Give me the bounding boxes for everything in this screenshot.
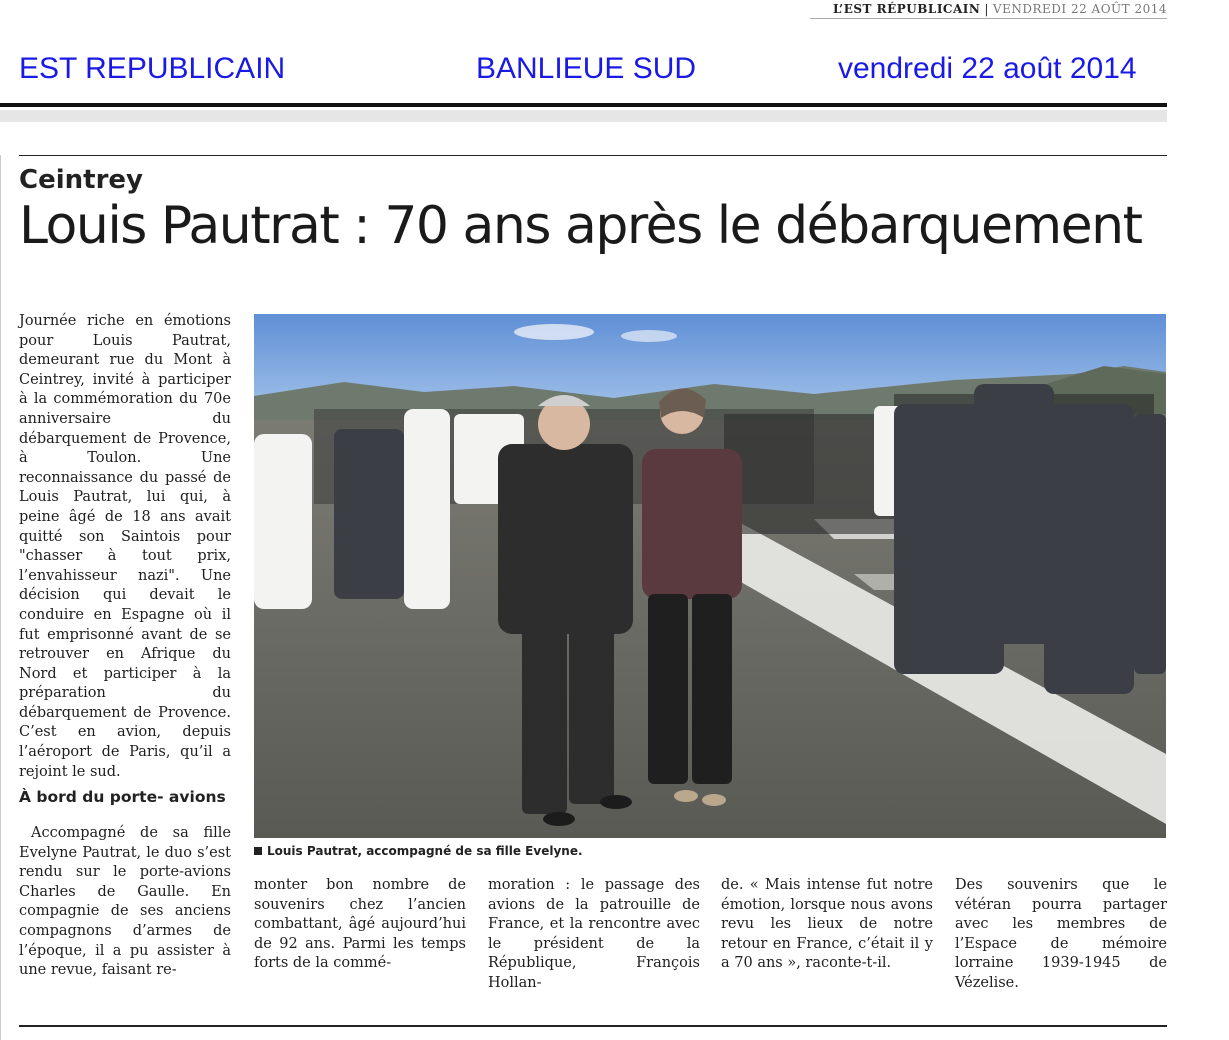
page-edge-rule — [0, 155, 1, 1040]
article-column-5: Des souvenirs que le vétéran pourra partager avec les membres de l’Espace de mémoire lorraine 1939-1945 de Vézelise. — [955, 877, 1167, 991]
article-top-rule — [19, 155, 1167, 156]
photo-caption — [254, 844, 583, 858]
article-column-1: Accompagné de sa fille Evelyne Pautrat, le duo s’est rendu sur le porte-avions Charles de Gaulle. En compagnie de ses anciens compagnons d’armes de l’époque, il a pu assister à une revue, faisant re- — [19, 825, 231, 979]
caption-square-icon — [254, 847, 262, 855]
running-header-separator: | — [984, 2, 989, 16]
article-kicker: Ceintrey — [19, 165, 143, 195]
article-column-4: de. « Mais intense fut notre émotion, lorsque nous avons revu les lieux de notre retour en France, c’était il y a 70 ans », raconte-t-il. — [721, 877, 933, 972]
banner-rule — [0, 103, 1167, 107]
photo-scene — [254, 314, 1166, 838]
banner-date: vendredi 22 août 2014 — [838, 52, 1137, 85]
banner-newspaper: EST REPUBLICAIN — [19, 52, 286, 85]
banner-band — [0, 110, 1167, 122]
article-column-3: moration : le passage des avions de la patrouille de France, et la rencontre avec le président de la République, François Hollan- — [488, 877, 700, 991]
running-header-paper: L’EST RÉPUBLICAIN — [832, 2, 981, 16]
article-headline: Louis Pautrat : 70 ans après le débarquement — [19, 196, 1142, 256]
photo-caption-text: Louis Pautrat, accompagné de sa fille Evelyne. — [267, 844, 583, 858]
article-subhead: À bord du porte- avions — [19, 788, 226, 806]
banner-edition: BANLIEUE SUD — [476, 52, 697, 85]
running-header-date: VENDREDI 22 AOÛT 2014 — [992, 2, 1167, 16]
article-column-2: monter bon nombre de souvenirs chez l’ancien combattant, âgé aujourd’hui de 92 ans. Parmi les temps forts de la commé- — [254, 877, 466, 972]
article-intro: Journée riche en émotions pour Louis Pautrat, demeurant rue du Mont à Ceintrey, invité à participer à la commémoration du 70e anniversaire du débarquement de Provence, à Toulon. Une reconnaissance du passé de Louis Pautrat, lui qui, à peine âgé de 18 ans avait quitté son Saintois pour "chasser à tout prix, l’envahisseur nazi". Une décision qui devait le conduire en Espagne où il fut emprisonné avant de se retrouver en Afrique du Nord et participer à la préparation du débarquement de Provence. C’est en avion, depuis l’aéroport de Paris, qu’il a rejoint le sud. — [19, 313, 231, 780]
running-header-rule — [810, 18, 1167, 19]
article-bottom-rule — [19, 1025, 1167, 1027]
running-header — [833, 2, 1167, 16]
article-photo — [254, 314, 1166, 838]
